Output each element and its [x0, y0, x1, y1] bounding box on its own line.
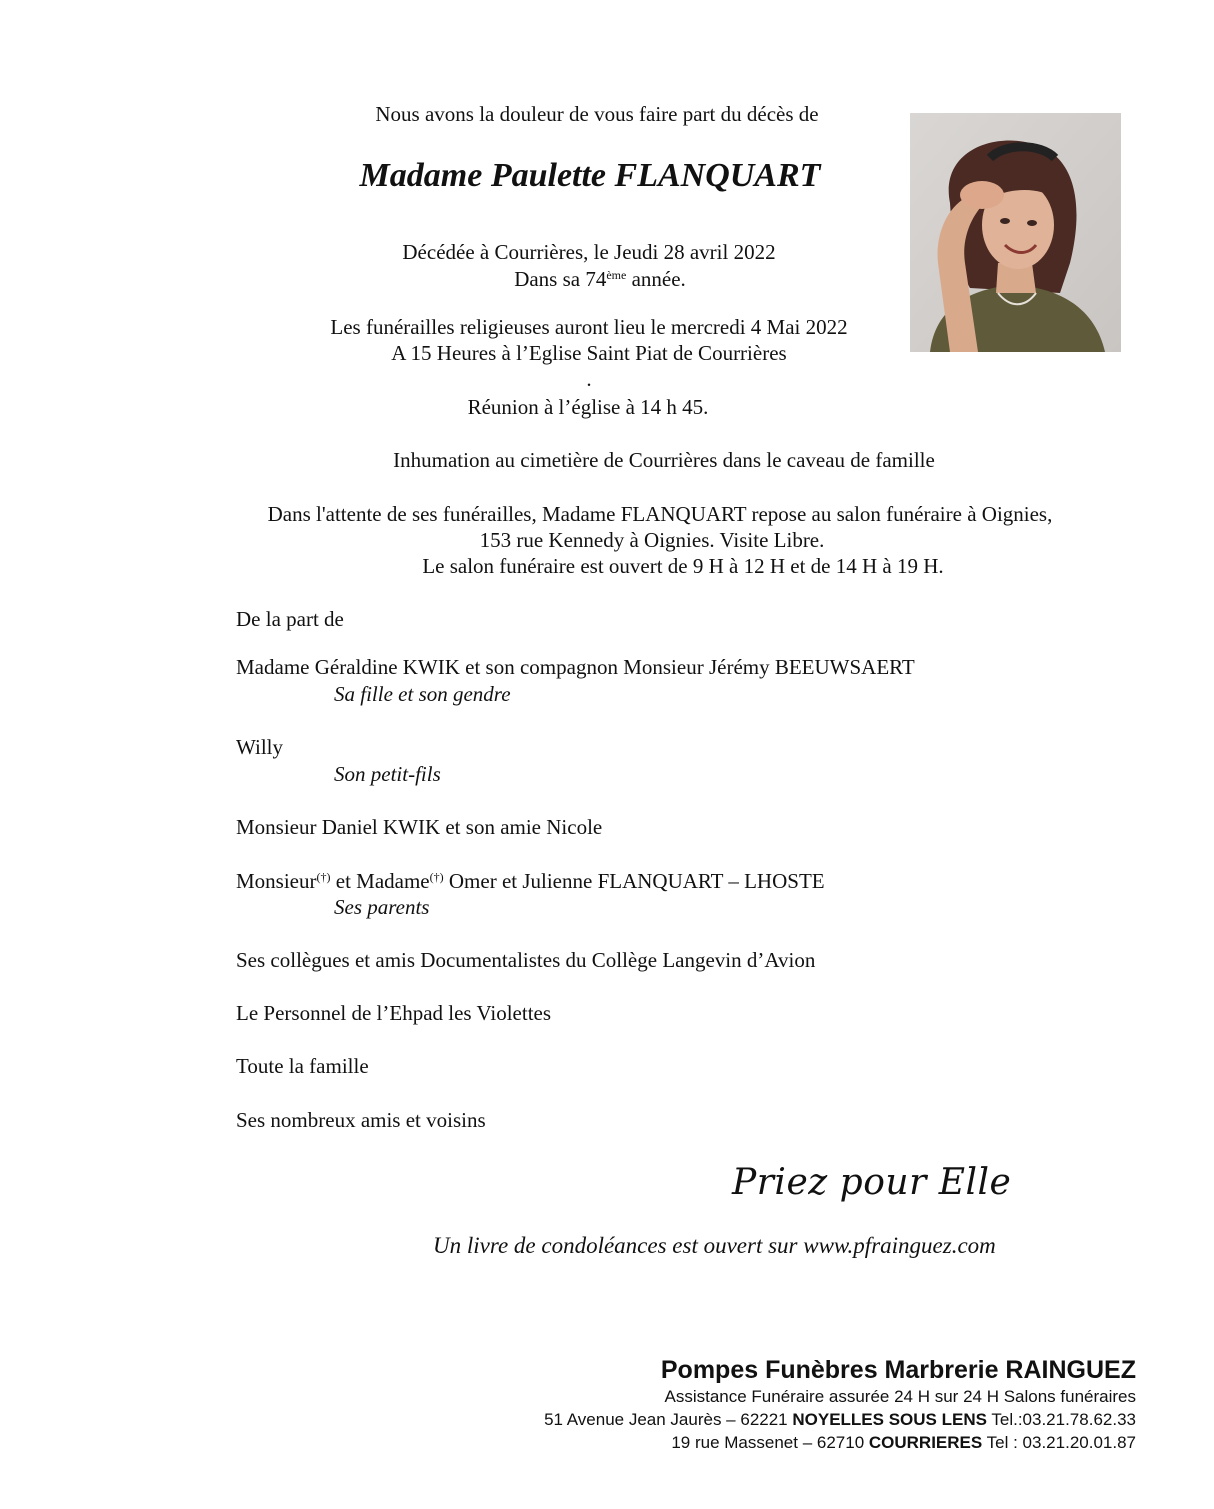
family-daughter: Madame Géraldine KWIK et son compagnon Monsieur Jérémy BEEUWSAERT	[236, 655, 915, 679]
address-noyelles-street: 51 Avenue Jean Jaurès – 62221	[544, 1410, 793, 1429]
address-courrieres-city: COURRIERES	[868, 1433, 983, 1452]
salon-line-1: Dans l'attente de ses funérailles, Madame FLANQUART repose au salon funéraire à Oignies,	[267, 502, 1053, 526]
parents-cross-1: (†)	[316, 870, 331, 884]
family-all: Toute la famille	[236, 1054, 369, 1078]
parents-names: Omer et Julienne FLANQUART – LHOSTE	[443, 869, 825, 893]
death-line: Décédée à Courrières, le Jeudi 28 avril 2022	[402, 240, 776, 264]
parents-monsieur: Monsieur	[236, 869, 317, 893]
family-grandson: Willy	[236, 735, 283, 759]
parents-cross-2: (†)	[429, 870, 444, 884]
from-label: De la part de	[236, 607, 344, 631]
deceased-name: Madame Paulette FLANQUART	[359, 157, 821, 194]
family-parents-relation: Ses parents	[334, 895, 430, 919]
address-courrieres	[671, 1432, 1136, 1454]
age-superscript: ème	[606, 268, 627, 282]
burial-line: Inhumation au cimetière de Courrières dans le caveau de famille	[393, 448, 935, 472]
family-parents	[236, 868, 825, 894]
address-noyelles-city: NOYELLES SOUS LENS	[792, 1410, 987, 1429]
family-friends: Ses nombreux amis et voisins	[236, 1108, 486, 1132]
address-courrieres-tel: Tel : 03.21.20.01.87	[982, 1433, 1136, 1452]
age-suffix: année.	[626, 267, 686, 291]
family-grandson-relation: Son petit-fils	[334, 762, 441, 786]
address-noyelles	[544, 1409, 1136, 1431]
salon-line-2: 153 rue Kennedy à Oignies. Visite Libre.	[479, 528, 825, 552]
age-prefix: Dans sa 74	[514, 267, 607, 291]
company-name: Pompes Funèbres Marbrerie RAINGUEZ	[660, 1356, 1136, 1384]
family-daughter-relation: Sa fille et son gendre	[334, 682, 511, 706]
address-noyelles-tel: Tel.:03.21.78.62.33	[986, 1410, 1136, 1429]
salon-line-3: Le salon funéraire est ouvert de 9 H à 12 H et de 14 H à 19 H.	[422, 554, 944, 578]
family-colleagues: Ses collègues et amis Documentalistes du Collège Langevin d’Avion	[236, 948, 816, 972]
funeral-line-2: A 15 Heures à l’Eglise Saint Piat de Courrières	[391, 341, 787, 365]
condolences-text: Un livre de condoléances est ouvert sur www.pfrainguez.com	[433, 1233, 996, 1258]
intro-text: Nous avons la douleur de vous faire part du décès de	[375, 102, 819, 126]
family-ehpad: Le Personnel de l’Ehpad les Violettes	[236, 1001, 552, 1025]
funeral-line-1: Les funérailles religieuses auront lieu le mercredi 4 Mai 2022	[330, 315, 848, 339]
family-daniel: Monsieur Daniel KWIK et son amie Nicole	[236, 815, 603, 839]
funeral-dot: .	[586, 367, 592, 391]
age-line	[0, 266, 1200, 292]
meeting-line: Réunion à l’église à 14 h 45.	[467, 395, 709, 419]
prayer-text: Priez pour Elle	[732, 1162, 1012, 1203]
parents-madame: et Madame	[330, 869, 430, 893]
address-courrieres-street: 19 rue Massenet – 62710	[671, 1433, 869, 1452]
assistance-line: Assistance Funéraire assurée 24 H sur 24 H Salons funéraires	[664, 1387, 1136, 1406]
